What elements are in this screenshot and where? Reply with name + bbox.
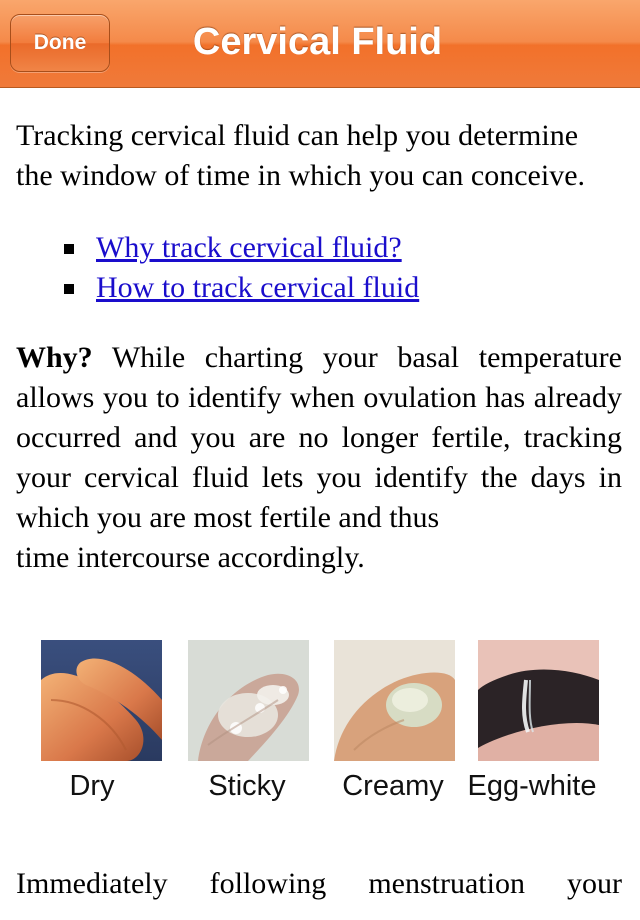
bottom-word: your: [566, 867, 622, 900]
bottom-word: Immediately: [16, 867, 168, 900]
why-text: While charting your basal temperature allows you to identify when ovulation has already occurred and you are no longer fertile, tracking your cervical fluid lets you identify the days in which you are most fertile and thus: [16, 341, 622, 534]
intro-paragraph: Tracking cervical fluid can help you determine the window of time in which you can conceive.: [16, 119, 586, 192]
bullet-icon: [64, 284, 74, 294]
creamy-caption: Creamy: [342, 770, 444, 802]
following-paragraph-start: [16, 864, 622, 904]
sticky-caption: Sticky: [208, 770, 286, 802]
list-item: [16, 228, 622, 268]
page-title: Cervical Fluid: [192, 21, 443, 63]
why-track-link[interactable]: Why track cervical fluid?: [96, 231, 402, 264]
navigation-bar: [0, 0, 640, 88]
bullet-icon: [64, 244, 74, 254]
why-heading: Why?: [16, 341, 93, 374]
list-item: [16, 268, 622, 308]
bottom-word: menstruation: [368, 867, 525, 900]
why-paragraph: [16, 338, 622, 538]
how-to-track-link[interactable]: How to track cervical fluid: [96, 271, 420, 304]
dry-caption: Dry: [69, 770, 115, 802]
egg-white-caption: Egg-white: [467, 770, 597, 802]
topic-links-list: [16, 228, 622, 308]
fluid-types-illustration: [0, 640, 640, 820]
sticky-fluid-photo: [188, 640, 309, 761]
dry-fingers-photo: [41, 640, 162, 761]
egg-white-fluid-photo: [478, 640, 599, 761]
why-paragraph-end: time intercourse accordingly.: [16, 541, 365, 574]
article-body: [16, 116, 622, 578]
done-button[interactable]: Done: [10, 14, 110, 72]
creamy-fluid-photo: [334, 640, 455, 761]
bottom-word: following: [209, 867, 327, 900]
